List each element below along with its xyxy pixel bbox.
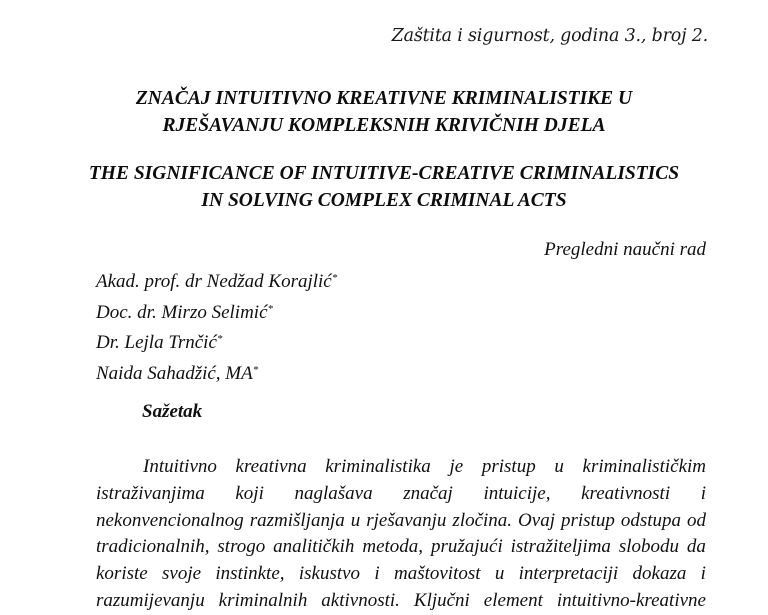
author-name: Naida Sahadžić, MA [96, 362, 253, 384]
author [96, 357, 337, 388]
word: u [350, 509, 361, 531]
word: kriminalističkim [582, 456, 706, 477]
word: pružajući [430, 536, 503, 558]
author [96, 296, 337, 327]
word: aktivnosti. [321, 589, 400, 611]
footnote-marker[interactable]: * [267, 302, 274, 315]
abstract-line [96, 454, 706, 481]
word: strogo [217, 536, 266, 558]
word: i [700, 482, 706, 504]
author-name: Dr. Lejla Trnčić [96, 332, 217, 354]
title-bosnian [0, 85, 768, 139]
word: element [483, 589, 543, 611]
word: interpretaciji [518, 563, 619, 585]
abstract-heading: Sažetak [142, 401, 203, 422]
footnote-marker[interactable]: * [216, 333, 223, 346]
word: u [494, 563, 505, 585]
word: Ključni [413, 589, 470, 611]
word: kriminalnih [218, 589, 308, 611]
word: je [449, 456, 464, 477]
word: tradicionalnih, [96, 536, 210, 558]
word: naglašava [294, 482, 373, 504]
word: istražiteljima [510, 536, 611, 558]
title-english-line: IN SOLVING COMPLEX CRIMINAL ACTS [201, 190, 567, 211]
word: svoje [162, 563, 202, 585]
word: metoda, [362, 536, 424, 558]
title-english [0, 160, 768, 214]
title-bosnian-line: RJEŠAVANJU KOMPLEKSNIH KRIVIČNIH DJELA [162, 115, 606, 136]
abstract-line [96, 534, 706, 561]
word: kreativnosti [581, 482, 671, 504]
word: instinkte, [215, 563, 285, 585]
word: koriste [96, 563, 148, 585]
word: pristup [560, 509, 615, 531]
word: kriminalistika [325, 456, 431, 477]
word: analitičkih [273, 536, 355, 558]
word: i [700, 563, 706, 585]
abstract-line [96, 508, 706, 535]
author [96, 326, 337, 357]
word: kreativna [235, 456, 307, 477]
author [96, 265, 337, 296]
word: slobodu [618, 536, 680, 558]
word: u [554, 456, 564, 477]
word: dokaza [632, 563, 687, 585]
author-name: Doc. dr. Mirzo Selimić [96, 301, 268, 323]
title-english-line: THE SIGNIFICANCE OF INTUITIVE-CREATIVE CRIMINALISTICS [88, 163, 680, 184]
word: Ovaj [518, 509, 555, 531]
word: razmišljanja [249, 509, 345, 531]
title-bosnian-line: ZNAČAJ INTUITIVNO KREATIVNE KRIMINALISTIKE U [135, 88, 633, 109]
paper-type-label: Pregledni naučni rad [544, 239, 706, 260]
abstract-line [96, 561, 706, 588]
word: maštovitost [393, 563, 481, 585]
abstract-body [96, 454, 706, 615]
word: zločina. [452, 509, 513, 531]
word: intuicije, [483, 482, 551, 504]
author-list [96, 265, 337, 387]
word: intuitivno-kreativne [556, 589, 706, 611]
word: odstupa [620, 509, 681, 531]
word: istraživanjima [96, 482, 205, 504]
word: koji [235, 482, 264, 504]
author-name: Akad. prof. dr Nedžad Korajlić [96, 271, 332, 292]
word: značaj [403, 482, 453, 504]
footnote-marker[interactable]: * [252, 363, 259, 376]
word: i [374, 563, 380, 585]
word: Intuitivno [143, 456, 217, 477]
footnote-marker[interactable]: * [331, 272, 338, 284]
word: nekonvencionalnog [96, 509, 244, 531]
word: pristup [481, 456, 536, 477]
word: iskustvo [298, 563, 361, 585]
word: rješavanju [366, 509, 447, 531]
journal-running-header: Zaštita i sigurnost, godina 3., broj 2. [391, 26, 708, 46]
word: da [686, 536, 706, 558]
word: razumijevanju [96, 589, 205, 611]
word: od [686, 509, 706, 531]
abstract-line [96, 481, 706, 508]
